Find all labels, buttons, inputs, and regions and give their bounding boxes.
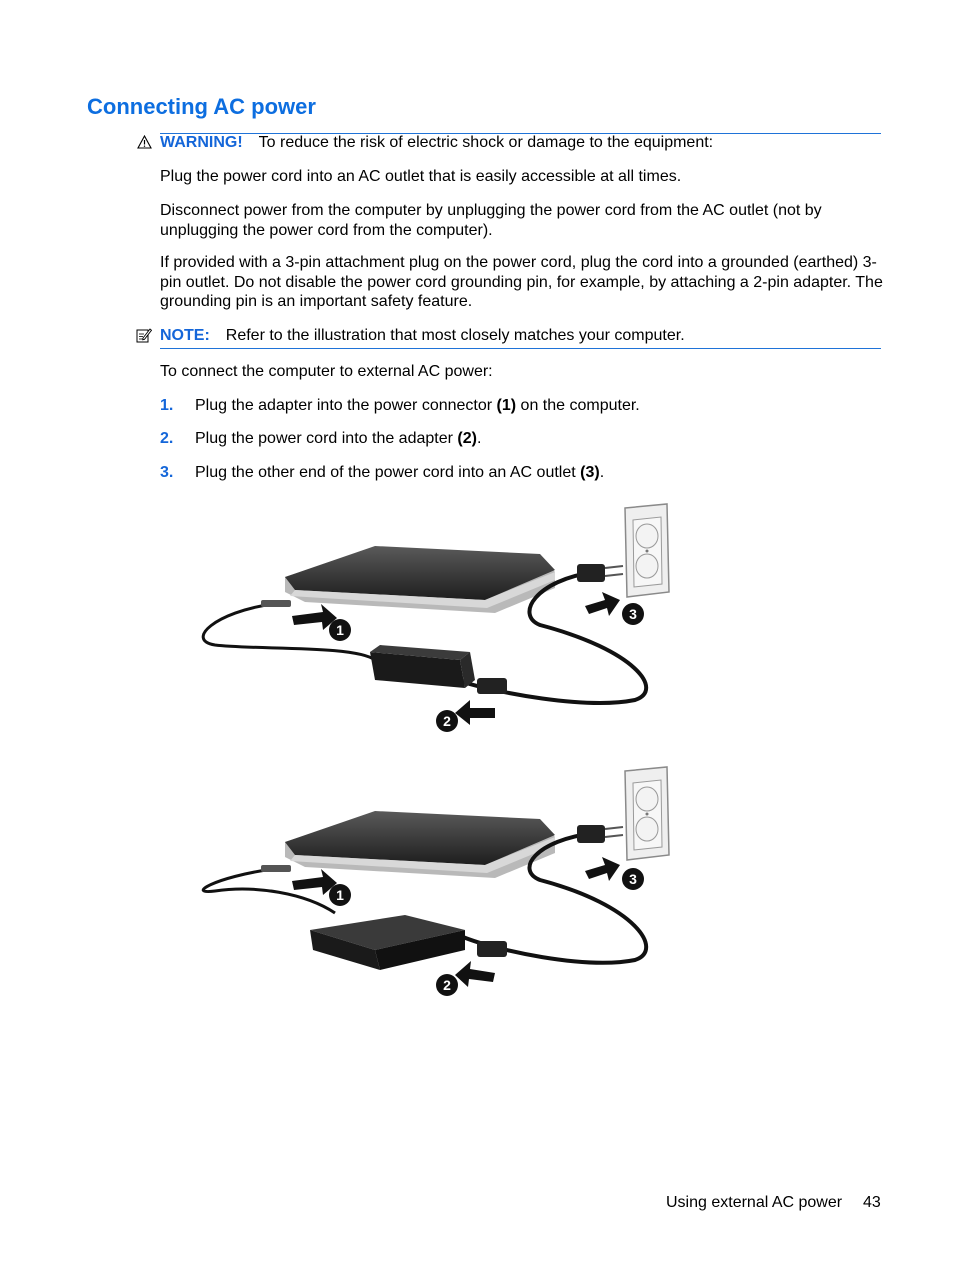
note-heading [160, 326, 685, 346]
step-text: Plug the other end of the power cord into an AC outlet [195, 464, 581, 481]
note-rule [160, 348, 881, 349]
callout-1 [329, 619, 351, 641]
callout-2 [436, 974, 458, 996]
step-text: Plug the power cord into the adapter [195, 430, 458, 447]
svg-text:3: 3 [629, 871, 637, 887]
illustration-standard-adapter [195, 500, 675, 740]
step-text-end: . [476, 430, 482, 447]
power-adapter-image [370, 645, 475, 688]
laptop-image [285, 546, 555, 613]
wall-outlet-image [625, 504, 669, 597]
svg-text:2: 2 [443, 713, 451, 729]
svg-text:1: 1 [336, 887, 344, 903]
step-callout-ref: (3) [580, 464, 600, 481]
intro-text: To connect the computer to external AC power: [160, 363, 493, 380]
callout-2 [436, 710, 458, 732]
laptop-image [285, 811, 555, 878]
warning-triangle-icon [137, 135, 152, 149]
callout-1 [329, 884, 351, 906]
warning-paragraph-1: Plug the power cord into an AC outlet that is easily accessible at all times. [160, 168, 682, 185]
step-3 [160, 463, 604, 483]
warning-label: WARNING! [160, 134, 243, 151]
callout-3 [622, 603, 644, 625]
illustration-box-adapter [195, 765, 675, 1005]
warning-text: To reduce the risk of electric shock or damage to the equipment: [258, 134, 714, 151]
footer-section-title: Using external AC power [666, 1194, 843, 1211]
page-number: 43 [863, 1194, 881, 1211]
warning-heading [160, 133, 713, 153]
svg-text:1: 1 [336, 622, 344, 638]
callout-3 [622, 868, 644, 890]
note-label: NOTE: [160, 327, 210, 344]
step-callout-ref: (2) [457, 430, 477, 447]
warning-paragraph-3: If provided with a 3-pin attachment plug on the power cord, plug the cord into a grounded (earthed) 3-pin outlet. Do not disable the power cord grounding pin, for example, by attaching a 2-pin adapter. The grounding pin is an important safety feature. [160, 254, 883, 310]
step-number: 2. [160, 430, 174, 447]
note-pencil-icon [136, 327, 152, 343]
svg-text:2: 2 [443, 977, 451, 993]
step-text-end: . [599, 464, 605, 481]
step-text: Plug the adapter into the power connector [195, 397, 497, 414]
step-callout-ref: (1) [496, 397, 517, 414]
step-number: 3. [160, 464, 174, 481]
step-1 [160, 396, 640, 416]
power-adapter-image [310, 915, 465, 970]
step-2 [160, 429, 481, 449]
page-title: Connecting AC power [87, 94, 316, 119]
step-text-end: on the computer. [516, 397, 640, 414]
note-text: Refer to the illustration that most closely matches your computer. [225, 327, 685, 344]
warning-paragraph-2: Disconnect power from the computer by unplugging the power cord from the AC outlet (not by unplugging the power cord from the computer). [160, 202, 822, 239]
step-number: 1. [160, 397, 174, 414]
wall-outlet-image [625, 767, 669, 860]
svg-text:3: 3 [629, 606, 637, 622]
